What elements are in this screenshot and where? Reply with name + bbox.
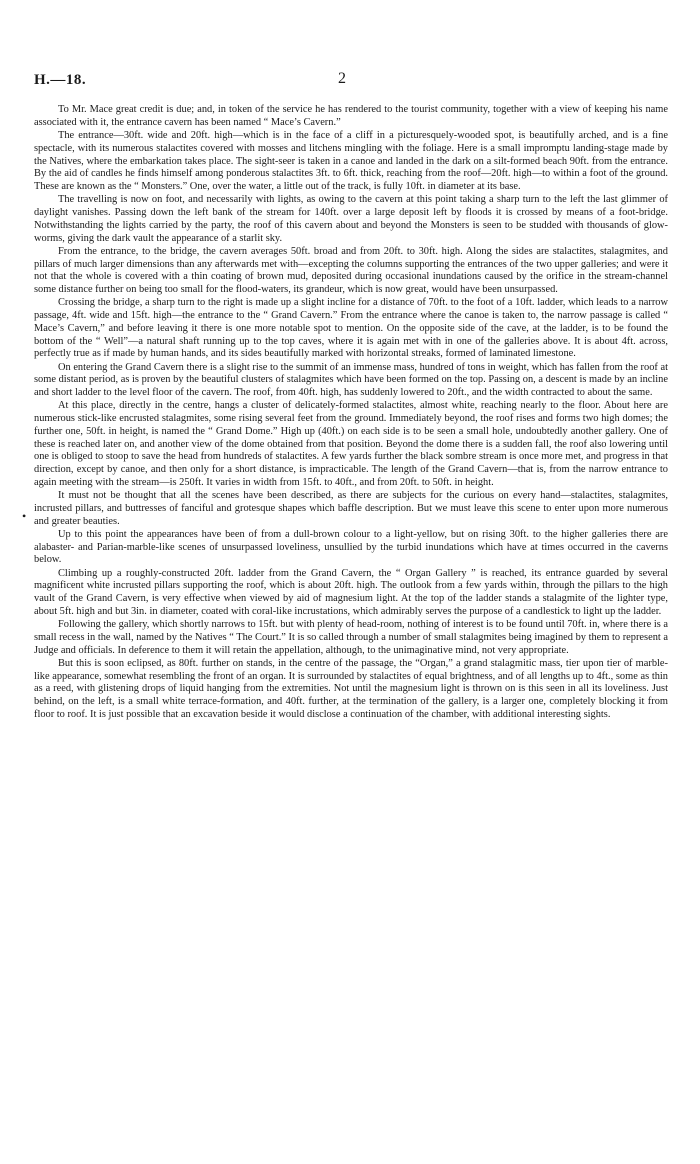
document-reference: H.—18. bbox=[34, 72, 87, 88]
paragraph: Climbing up a roughly-constructed 20ft. ladder from the Grand Cavern, the “ Organ Gallery ” is reached, its entrance guarded by several magnificent white incrusted pillars supporting the roof, which is about 20ft. high. The outlook from a few yards within, through the pillars to the high vault of the Grand Cavern, is very effective when viewed by aid of magnesium light. At the top of the ladder stands a stalagmite of the lighter type, about 5ft. high and but 3in. in diameter, coated with coral-like incrustations, which admirably serves the purpose of a candlestick to light up the ladder. bbox=[34, 567, 668, 617]
paragraph: The travelling is now on foot, and necessarily with lights, as owing to the cavern at this point taking a sharp turn to the left the last glimmer of daylight vanishes. Passing down the left bank of the stream for 140ft. over a large deposit left by floods it is crossed by means of a foot-bridge. Notwithstanding the lights carried by the party, the roof of this cavern about and beyond the Monsters is seen to be studded with thousands of glow-worms, giving the dark vault the appearance of a starlit sky. bbox=[34, 194, 668, 244]
paragraph: Following the gallery, which shortly narrows to 15ft. but with plenty of head-room, nothing of interest is to be found until 70ft. in, where there is a small recess in the wall, named by the Natives “ The Court.” It is so called through a number of small stalagmites being imagined by them to represent a Judge and officials. In deference to them it will retain the appellation, although, to the unimaginative mind, not very appropriate. bbox=[34, 619, 668, 656]
paragraph: To Mr. Mace great credit is due; and, in token of the service he has rendered to the tourist community, together with a view of keeping his name associated with it, the entrance cavern has been named “ Mace’s Cavern.” bbox=[34, 104, 668, 128]
margin-bullet: • bbox=[22, 509, 27, 523]
page-number: 2 bbox=[338, 70, 346, 87]
paragraph: From the entrance, to the bridge, the cavern averages 50ft. broad and from 20ft. to 30ft. high. Along the sides are stalactites, stalagmites, and pillars of much larger dimensions than any afterwards met with—excepting the columns supporting the entrances of the two upper galleries; and were it not that the whole is covered with a thin coating of brown mud, deposited during occasional inundations caused by the orifice in the stream-channel some distance further on being too small for the flood-waters, its grandeur, which is now great, would have been unsurpassed. bbox=[34, 245, 668, 295]
paragraph: At this place, directly in the centre, hangs a cluster of delicately-formed stalactites, almost white, reaching nearly to the floor. About here are numerous stick-like encrusted stalagmites, some rising several feet from the ground. Immediately beyond, the roof rises and forms two high domes; the further one, 50ft. in height, is named the “ Grand Dome.” High up (40ft.) on each side is to be seen a small hole, undoubtedly another gallery. One of these is reached later on, and another view of the dome obtained from that position. Beyond the dome there is a sudden fall, the roof also lowering until one is obliged to stoop to save the head from hundreds of stalactites. A few yards further the black sombre stream is once more met, and progress in that direction, except by canoe, and then only for a short distance, is impracticable. The length of the Grand Cavern—that is, from the narrow entrance to again meeting with the stream—is 250ft. It varies in width from 15ft. to 40ft., and from 20ft. to 50ft. in height. bbox=[34, 400, 668, 488]
paragraph: The entrance—30ft. wide and 20ft. high—which is in the face of a cliff in a picturesquely-wooded spot, is beautifully arched, and is a fine spectacle, with its numerous stalactites covered with mosses and litchens mingling with the foliage. Here is a small impromptu landing-stage made by the Natives, where the embarkation takes place. The sight-seer is taken in a canoe and landed in the dark on a silt-formed beach 90ft. from the entrance. By the aid of candles he finds himself among ponderous stalactites 3ft. to 6ft. thick, reaching from the roof—20ft. high—to within a foot of the ground. These are known as the “ Monsters.” One, over the water, a little out of the track, is fully 10ft. in diameter at its base. bbox=[34, 130, 668, 192]
paragraph: On entering the Grand Cavern there is a slight rise to the summit of an immense mass, hundred of tons in weight, which has fallen from the roof at some distant period, as is proven by the beautiful clusters of stalagmites which have been formed on the top. Passing on, a descent is made by an incline and short ladder to the level floor of the cavern. The roof, from 40ft. high, has suddenly lowered to 20ft., and the width contracted to about the same. bbox=[34, 361, 668, 398]
paragraph: It must not be thought that all the scenes have been described, as there are subjects for the curious on every hand—stalactites, stalagmites, incrusted pillars, and buttresses of fanciful and grotesque shapes which baffle description. But we must leave this scene to enter upon more numerous and greater beauties. bbox=[34, 490, 668, 527]
paragraph: Up to this point the appearances have been of from a dull-brown colour to a light-yellow, but on rising 30ft. to the higher galleries there are alabaster- and Parian-marble-like scenes of unsurpassed loveliness, unsullied by the turbid inundations which have at times occurred in the caverns below. bbox=[34, 528, 668, 566]
document-body bbox=[34, 104, 668, 722]
paragraph: Crossing the bridge, a sharp turn to the right is made up a slight incline for a distance of 70ft. to the foot of a 10ft. ladder, which leads to a narrow passage, 4ft. wide and 15ft. high—the entrance to the “ Grand Cavern.” From the entrance where the canoe is taken to, the narrow passage is called “ Mace’s Cavern,” and before leaving it there is one more notable spot to mention. On the opposite side of the cave, at the ladder, is to be found the bottom of the “ Well”—a natural shaft running up to the top caves, where it is again met with in one of the galleries above. It is about 4ft. across, perfectly true as if made by human hands, and its sides beautifully marked with horizontal streaks, formed of laminated limestone. bbox=[34, 297, 668, 360]
page-header bbox=[34, 72, 668, 94]
paragraph: But this is soon eclipsed, as 80ft. further on stands, in the centre of the passage, the “Organ,” a grand stalagmitic mass, tier upon tier of marble-like appearance, somewhat resembling the front of an organ. It is surrounded by stalactites of equal brightness, and of all lengths up to 4ft., some as thin as a reed, with glistening drops of liquid hanging from the extremities. Not until the magnesium light is thrown on is this seen in all its loveliness. Just behind, on the left, is a small white terrace-formation, and 40ft. further, at the termination of the gallery, is a larger one, completely blocking it from floor to roof. It is just possible that an excavation beside it would disclose a continuation of the chamber, with additional interesting sights. bbox=[34, 657, 668, 720]
